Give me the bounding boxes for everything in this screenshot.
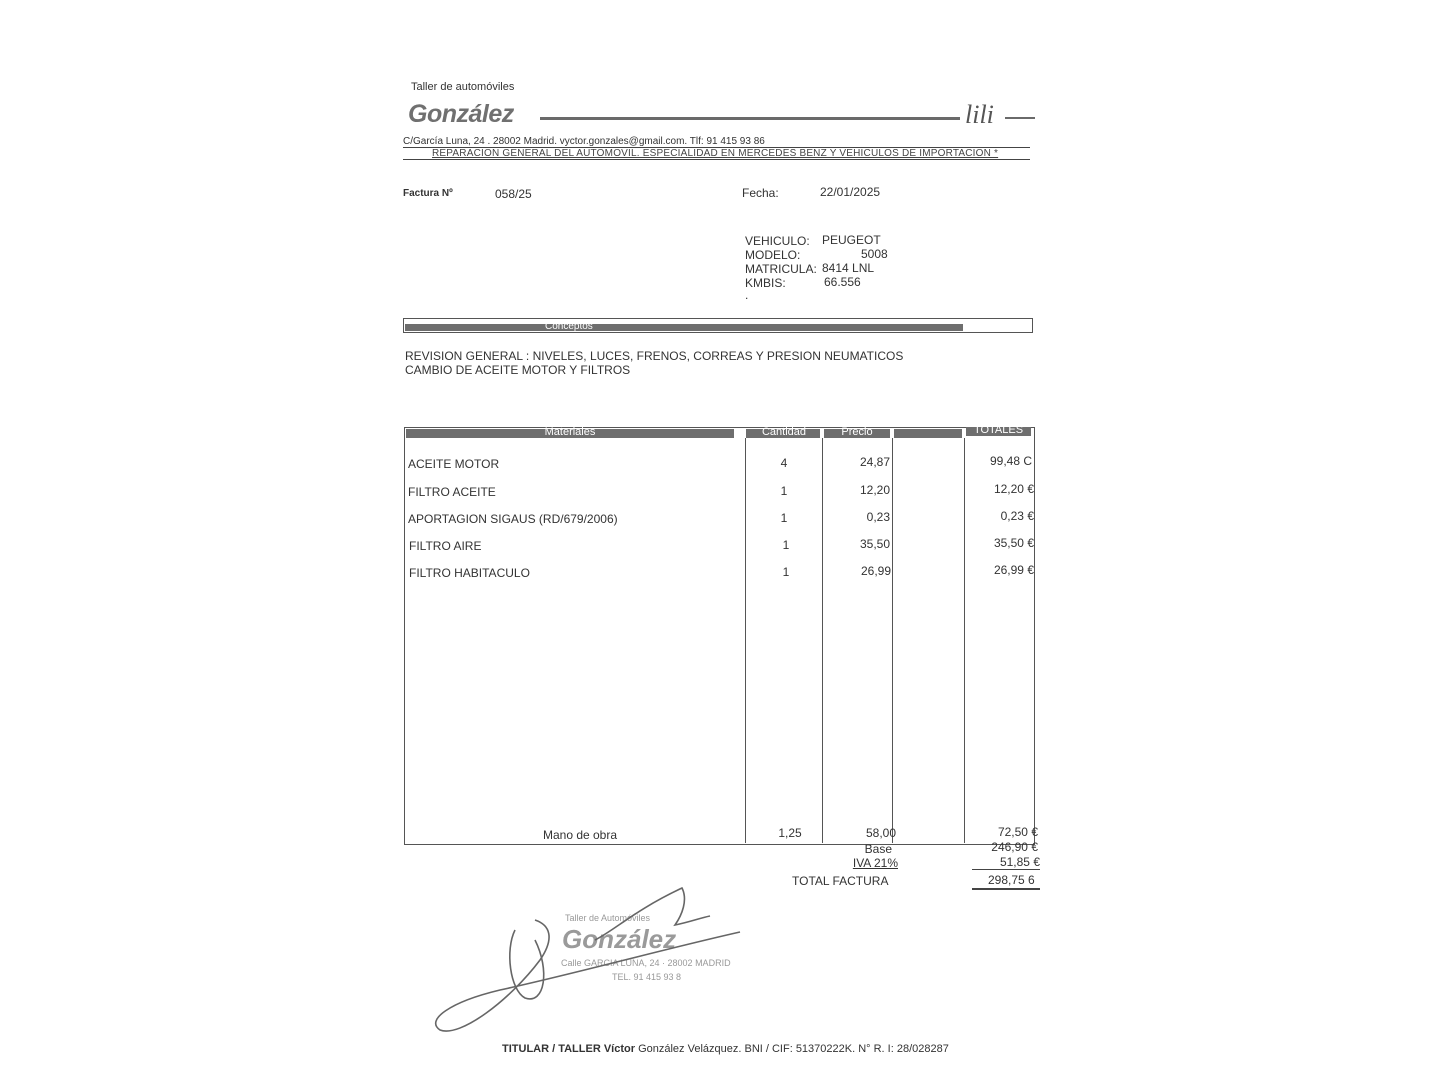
labor-price: 58,00 (865, 826, 896, 840)
footer-owner-bold: TITULAR / TALLER Víctor (502, 1043, 636, 1055)
materials-table (404, 427, 1035, 845)
labor-desc: Mano de obra (542, 828, 618, 842)
row-qty: 4 (780, 456, 788, 470)
header-precio: Precio (841, 426, 873, 438)
iva-rule (972, 869, 1040, 870)
vehicle-km: 66.556 (824, 275, 861, 289)
footer-owner-rest: González Velázquez. BNI / CIF: 51370222K. N° R. I: 28/028287 (638, 1043, 949, 1055)
row-qty: 1 (780, 511, 788, 525)
row-price: 0,23 (866, 510, 890, 524)
stamp-line-2: Calle GARCIA LUNA, 24 · 28002 MADRID (561, 958, 731, 968)
stamp-brand: González (562, 924, 677, 954)
row-price: 12,20 (859, 483, 890, 497)
labor-total: 72,50 € (997, 825, 1038, 839)
row-total: 26,99 € (993, 563, 1034, 577)
labor-qty: 1,25 (778, 826, 802, 840)
invoice-number: 058/25 (495, 187, 532, 201)
col-divider-3 (892, 438, 893, 843)
brand-suffix: lili (965, 100, 994, 129)
conceptos-header-label: Conceptos (545, 321, 593, 332)
total-value: 298,75 6 (988, 873, 1035, 887)
invoice-date-label: Fecha: (742, 186, 779, 200)
conceptos-header-bar (405, 324, 963, 331)
km-label: KMBIS: (745, 276, 786, 290)
col-divider-1 (745, 438, 746, 843)
row-qty: 1 (780, 484, 788, 498)
brand-suffix-line (1005, 117, 1035, 119)
header-materiales: Materiales (544, 426, 596, 438)
vehicle-make: PEUGEOT (822, 233, 881, 247)
row-price: 35,50 (859, 537, 890, 551)
header-cantidad: Cantidad (761, 426, 807, 438)
model-label: MODELO: (745, 248, 801, 262)
row-desc: FILTRO HABITACULO (409, 566, 530, 580)
company-address: C/García Luna, 24 . 28002 Madrid. vyctor.gonzales@gmail.com. Tlf: 91 415 93 86 (403, 136, 765, 147)
company-tagline: REPARACION GENERAL DEL AUTOMOVIL. ESPECIALIDAD EN MERCEDES BENZ Y VEHICULOS DE IMPORTACION * (432, 148, 999, 159)
brand-underline (540, 117, 960, 120)
stamp-line-3: TEL. 91 415 93 8 (612, 972, 682, 982)
concept-line-2: CAMBIO DE ACEITE MOTOR Y FILTROS (405, 363, 631, 377)
row-desc: FILTRO ACEITE (408, 485, 496, 499)
row-total: 0,23 € (1000, 509, 1034, 523)
invoice-number-label: Factura Nº (403, 188, 453, 199)
total-label: TOTAL FACTURA (792, 874, 889, 888)
vehicle-plate: 8414 LNL (822, 261, 875, 275)
company-subtitle: Taller de automóviles (411, 81, 515, 93)
vehicle-model: 5008 (861, 247, 888, 261)
row-desc: APORTAGION SIGAUS (RD/679/2006) (408, 512, 618, 526)
col-divider-2 (822, 438, 823, 843)
company-brand: González (408, 100, 514, 128)
tagline-rule (403, 159, 1030, 160)
iva-label: IVA 21% (852, 856, 898, 870)
row-desc: FILTRO AIRE (409, 539, 482, 553)
row-total: 99,48 C (989, 454, 1032, 468)
row-price: 26,99 (860, 564, 891, 578)
iva-value: 51,85 € (999, 855, 1040, 869)
row-price: 24,87 (859, 455, 890, 469)
row-qty: 1 (782, 565, 790, 579)
row-total: 35,50 € (993, 536, 1034, 550)
concept-line-1: REVISION GENERAL : NIVELES, LUCES, FRENOS, CORREAS Y PRESION NEUMATICOS (405, 349, 904, 363)
header-totales: TOTALES (973, 424, 1024, 436)
total-rule (972, 888, 1040, 890)
row-total: 12,20 € (993, 482, 1034, 496)
signature-graphic (420, 880, 760, 1040)
base-label: Base (864, 842, 892, 856)
footer-owner (502, 1043, 949, 1055)
vehicle-label: VEHICULO: (745, 234, 810, 248)
header-bar-blank (894, 429, 962, 438)
vehicle-dot: . (745, 288, 749, 302)
invoice-date: 22/01/2025 (820, 185, 881, 199)
plate-label: MATRICULA: (745, 262, 817, 276)
col-divider-4 (964, 438, 965, 843)
row-desc: ACEITE MOTOR (408, 457, 500, 471)
stamp-line-1: Taller de Automóviles (565, 913, 651, 923)
base-value: 246,90 € (991, 840, 1038, 854)
row-qty: 1 (782, 538, 790, 552)
